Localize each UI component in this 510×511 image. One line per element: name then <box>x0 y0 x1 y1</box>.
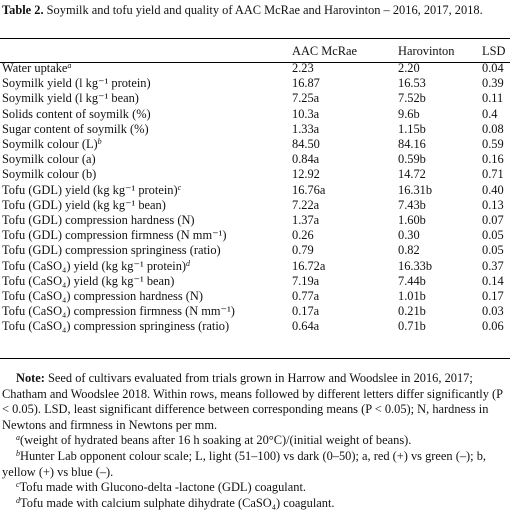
row-label <box>0 213 280 228</box>
cell-lsd: 0.40 <box>482 182 504 197</box>
cell-harovinton: 1.60b <box>398 213 426 228</box>
cell-aac-mcrae: 0.26 <box>292 228 314 243</box>
cell-harovinton: 7.44b <box>398 273 426 288</box>
footnote-text: Tofu made with calcium sulphate dihydrate (CaSO₄) coagulant. <box>20 495 335 510</box>
header-variable <box>0 41 280 61</box>
cell-aac-mcrae: 7.22a <box>292 197 320 212</box>
cell-aac-mcrae: 16.87 <box>292 76 320 91</box>
top-rule <box>0 38 510 39</box>
row-label <box>0 122 280 137</box>
cell-harovinton: 1.01b <box>398 289 426 304</box>
cell-harovinton: 7.52b <box>398 91 426 106</box>
note-text: Seed of cultivars evaluated from trials grown in Harrow and Woodslee in 2016, 2017; Chatham and Woodslee 2018. Within rows, means followed by different letters differ significantly (P < 0.05). LSD, least significant difference between corresponding means (P < 0.05); N, hardness in Newtons and firmness in Newtons per mm. <box>2 371 503 432</box>
cell-aac-mcrae: 2.23 <box>292 61 314 75</box>
cell-lsd: 0.4 <box>482 106 498 121</box>
cell-harovinton: 84.16 <box>398 137 426 152</box>
cell-aac-mcrae: 12.92 <box>292 167 320 182</box>
cell-lsd: 0.05 <box>482 243 504 258</box>
table-row <box>0 228 510 243</box>
footnote-text: Hunter Lab opponent colour scale; L, light (51–100) vs dark (0–50); a, red (+) vs green (–); b, yellow (+) vs blue (–). <box>2 448 486 479</box>
general-note <box>2 371 507 433</box>
cell-harovinton: 16.53 <box>398 76 426 91</box>
table-row <box>0 152 510 167</box>
row-label-text: Soymilk yield (l kg⁻¹ bean) <box>2 91 139 106</box>
row-label <box>0 61 280 76</box>
cell-harovinton: 2.20 <box>398 61 420 75</box>
table-row <box>0 289 510 304</box>
cell-aac-mcrae: 10.3a <box>292 106 320 121</box>
footnote-marker: c <box>177 182 182 192</box>
cell-harovinton: 0.59b <box>398 152 426 167</box>
cell-aac-mcrae: 16.76a <box>292 182 326 197</box>
row-label-text: Tofu (CaSO₄) yield (kg kg⁻¹ bean) <box>2 273 175 288</box>
table-row <box>0 213 510 228</box>
row-label-text: Water uptake <box>2 61 68 75</box>
cell-lsd: 0.11 <box>482 91 504 106</box>
row-label <box>0 107 280 122</box>
footnote-text: Tofu made with Glucono-delta -lactone (GDL) coagulant. <box>19 480 306 495</box>
row-label-text: Tofu (GDL) yield (kg kg⁻¹ protein) <box>2 182 178 197</box>
table-notes <box>2 371 507 511</box>
cell-lsd: 0.59 <box>482 137 504 152</box>
row-label <box>0 289 280 304</box>
table-caption-text: Soymilk and tofu yield and quality of AAC McRae and Harovinton – 2016, 2017, 2018. <box>46 3 483 17</box>
footnote <box>2 480 507 496</box>
table-body <box>0 61 510 335</box>
row-label-text: Tofu (CaSO₄) compression hardness (N) <box>2 289 203 304</box>
footnote-mark: c <box>16 480 20 490</box>
row-label-text: Soymilk colour (b) <box>2 167 97 182</box>
row-label <box>0 319 280 334</box>
footnote-mark: d <box>16 495 20 505</box>
row-label-text: Sugar content of soymilk (%) <box>2 121 149 136</box>
cell-harovinton: 7.43b <box>398 197 426 212</box>
bottom-rule <box>0 358 510 359</box>
row-label <box>0 91 280 106</box>
footnote-mark: b <box>16 448 20 458</box>
footnote <box>2 496 507 511</box>
row-label <box>0 259 280 274</box>
cell-lsd: 0.71 <box>482 167 504 182</box>
table-row <box>0 198 510 213</box>
row-label-text: Solids content of soymilk (%) <box>2 106 151 121</box>
row-label-text: Tofu (GDL) yield (kg kg⁻¹ bean) <box>2 197 166 212</box>
row-label <box>0 137 280 152</box>
results-table <box>0 41 510 335</box>
row-label-text: Tofu (GDL) compression hardness (N) <box>2 213 195 228</box>
footnote <box>2 449 507 480</box>
row-label-text: Tofu (CaSO₄) compression springiness (ratio) <box>2 319 230 334</box>
header-aac-mcrae: AAC McRae <box>292 44 358 58</box>
row-label-text: Soymilk colour (a) <box>2 152 96 167</box>
cell-harovinton: 9.6b <box>398 106 420 121</box>
cell-aac-mcrae: 0.77a <box>292 289 320 304</box>
cell-harovinton: 0.30 <box>398 228 420 243</box>
cell-lsd: 0.37 <box>482 258 504 273</box>
table-header-row <box>0 41 510 61</box>
table-row <box>0 183 510 198</box>
table-caption <box>2 2 507 18</box>
table-row <box>0 243 510 258</box>
cell-lsd: 0.13 <box>482 197 504 212</box>
cell-aac-mcrae: 16.72a <box>292 258 326 273</box>
cell-aac-mcrae: 0.79 <box>292 243 314 258</box>
cell-lsd: 0.04 <box>482 61 504 75</box>
header-harovinton: Harovinton <box>398 44 455 58</box>
row-label <box>0 76 280 91</box>
row-label <box>0 183 280 198</box>
row-label-text: Tofu (GDL) compression springiness (ratio) <box>2 243 221 258</box>
cell-aac-mcrae: 84.50 <box>292 137 320 152</box>
cell-lsd: 0.39 <box>482 76 504 91</box>
row-label <box>0 198 280 213</box>
cell-lsd: 0.07 <box>482 213 504 228</box>
row-label <box>0 243 280 258</box>
cell-lsd: 0.05 <box>482 228 504 243</box>
row-label-text: Tofu (CaSO₄) yield (kg kg⁻¹ protein) <box>2 258 187 273</box>
cell-lsd: 0.08 <box>482 121 504 136</box>
table-row <box>0 319 510 334</box>
table-row <box>0 304 510 319</box>
table-caption-label: Table 2. <box>2 3 44 17</box>
table-row <box>0 274 510 289</box>
row-label-text: Soymilk colour (L) <box>2 137 98 152</box>
row-label-text: Soymilk yield (l kg⁻¹ protein) <box>2 76 151 91</box>
cell-harovinton: 0.21b <box>398 304 426 319</box>
table-row <box>0 91 510 106</box>
footnote-text: (weight of hydrated beans after 16 h soaking at 20°C)/(initial weight of beans). <box>20 433 412 448</box>
row-label-text: Tofu (CaSO₄) compression firmness (N mm⁻¹) <box>2 304 235 319</box>
footnote-mark: a <box>16 433 20 443</box>
table-row <box>0 167 510 182</box>
table-row <box>0 76 510 91</box>
cell-aac-mcrae: 0.84a <box>292 152 320 167</box>
footnote-marker: a <box>67 61 72 70</box>
cell-aac-mcrae: 0.64a <box>292 319 320 334</box>
row-label <box>0 167 280 182</box>
cell-lsd: 0.17 <box>482 289 504 304</box>
cell-harovinton: 16.33b <box>398 258 433 273</box>
table-row <box>0 137 510 152</box>
cell-lsd: 0.16 <box>482 152 504 167</box>
cell-aac-mcrae: 1.33a <box>292 121 320 136</box>
cell-harovinton: 16.31b <box>398 182 433 197</box>
note-label: Note: <box>16 371 45 385</box>
table-row <box>0 122 510 137</box>
footnote-marker: b <box>97 137 102 147</box>
cell-aac-mcrae: 1.37a <box>292 213 320 228</box>
cell-aac-mcrae: 7.25a <box>292 91 320 106</box>
row-label-text: Tofu (GDL) compression firmness (N mm⁻¹) <box>2 228 227 243</box>
row-label <box>0 228 280 243</box>
cell-lsd: 0.06 <box>482 319 504 334</box>
row-label <box>0 274 280 289</box>
cell-lsd: 0.14 <box>482 273 504 288</box>
cell-lsd: 0.03 <box>482 304 504 319</box>
row-label <box>0 152 280 167</box>
footnote-list <box>2 433 507 511</box>
footnote-marker: d <box>186 258 191 268</box>
cell-aac-mcrae: 7.19a <box>292 273 320 288</box>
cell-aac-mcrae: 0.17a <box>292 304 320 319</box>
cell-harovinton: 0.82 <box>398 243 420 258</box>
table-row <box>0 61 510 76</box>
table-row <box>0 107 510 122</box>
cell-harovinton: 14.72 <box>398 167 426 182</box>
cell-harovinton: 1.15b <box>398 121 426 136</box>
table-row <box>0 259 510 274</box>
footnote <box>2 433 507 449</box>
header-lsd: LSD <box>482 44 506 58</box>
cell-harovinton: 0.71b <box>398 319 426 334</box>
row-label <box>0 304 280 319</box>
